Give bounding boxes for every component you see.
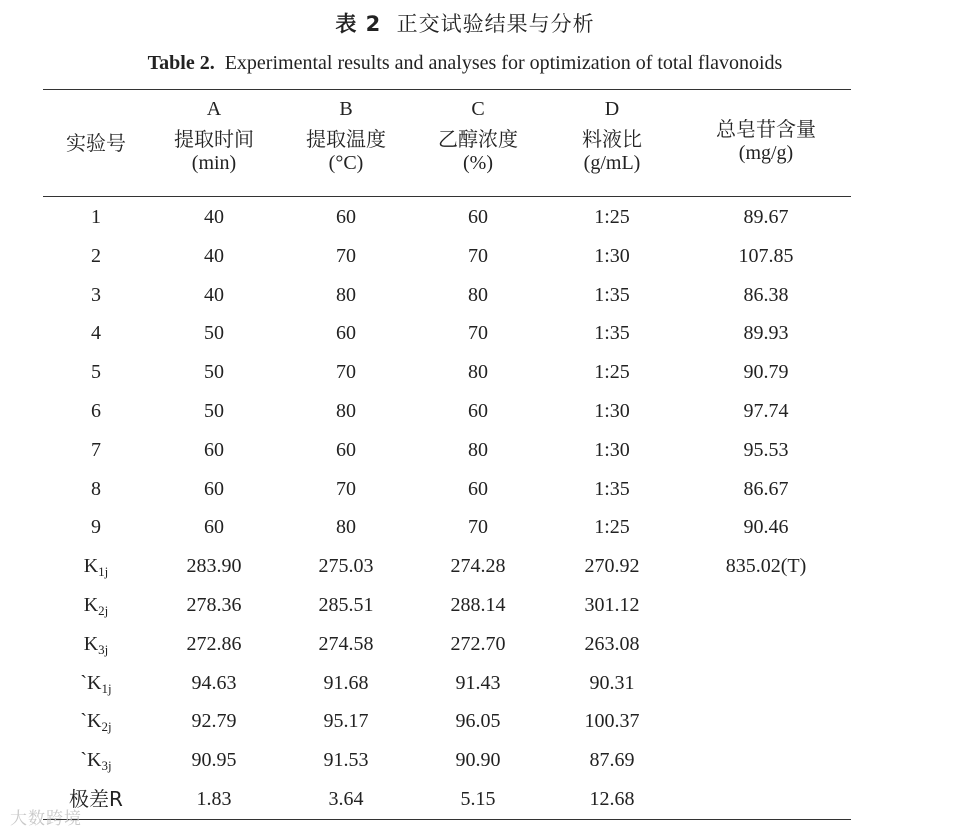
total-value: 835.02(T) [725,555,807,577]
stat-label: 极差R [69,787,123,811]
table-cell: 100.37 [584,710,640,732]
table-cell: 80 [336,516,356,538]
table-cell: 1.83 [196,788,232,810]
table-cell: 40 [204,206,224,228]
table-cell: 5 [91,361,101,383]
header-factor-d: D 料液比 (g/mL) [582,98,642,174]
table-cell: 89.93 [743,322,789,344]
table-cell: 60 [468,400,488,422]
table-cell: 60 [336,322,356,344]
table-cell: 60 [204,478,224,500]
table-cell: 8 [91,478,101,500]
stat-label: $`K_{1j}$ [80,672,112,696]
table-cell: 89.67 [743,206,789,228]
table-cell: 70 [468,322,488,344]
table-cell: 278.36 [186,594,242,616]
table-cell: 1:35 [594,478,630,500]
table-cell: 70 [336,478,356,500]
table-cell: 274.58 [318,633,374,655]
table-cell: 90.79 [743,361,789,383]
table-cell: 90.95 [191,749,237,771]
table-cell: 3.64 [328,788,364,810]
table-cell: 60 [468,478,488,500]
table-number-cn: 表 2 [335,12,382,36]
table-cell: 270.92 [584,555,640,577]
table-title-cn-text: 正交试验结果与分析 [396,12,595,36]
header-total-saponin: 总皂苷含量 (mg/g) [716,117,816,164]
table-cell: 274.28 [450,555,506,577]
watermark: 大数跨境 [10,809,82,829]
table-cell: 301.12 [584,594,640,616]
table-cell: 60 [468,206,488,228]
table-title-chinese [0,8,930,38]
table-cell: 288.14 [450,594,506,616]
table-cell: 90.31 [589,672,635,694]
stat-label: $K_{2j}$ [83,594,109,618]
table-cell: 1 [91,206,101,228]
table-cell: 60 [336,439,356,461]
table-cell: 70 [336,245,356,267]
table-cell: 97.74 [743,400,789,422]
table-cell: 1:30 [594,245,630,267]
table-cell: 1:25 [594,206,630,228]
table-cell: 80 [336,284,356,306]
table-cell: 92.79 [191,710,237,732]
table-cell: 1:25 [594,516,630,538]
table-cell: 50 [204,361,224,383]
table-cell: 90.46 [743,516,789,538]
table-cell: 91.68 [323,672,369,694]
table-cell: 40 [204,284,224,306]
table-cell: 90.90 [455,749,501,771]
table-cell: 70 [468,245,488,267]
stat-label: $K_{3j}$ [83,633,109,657]
table-cell: 86.67 [743,478,789,500]
table-top-rule [43,89,851,90]
table-title-english [0,52,930,75]
table-cell: 87.69 [589,749,635,771]
table-cell: 1:35 [594,322,630,344]
table-cell: 80 [468,361,488,383]
table-header-rule [43,196,851,197]
table-cell: 283.90 [186,555,242,577]
stat-label: $K_{1j}$ [83,555,109,579]
header-factor-c: C 乙醇浓度 (%) [438,98,518,174]
table-cell: 50 [204,400,224,422]
header-factor-a: A 提取时间 (min) [174,98,254,174]
table-cell: 60 [204,516,224,538]
table-number-en: Table 2. [147,52,215,74]
table-cell: 9 [91,516,101,538]
table-cell: 263.08 [584,633,640,655]
table-cell: 91.53 [323,749,369,771]
table-cell: 4 [91,322,101,344]
table-cell: 80 [468,284,488,306]
table-cell: 50 [204,322,224,344]
table-cell: 91.43 [455,672,501,694]
stat-label: $`K_{3j}$ [80,749,112,773]
table-cell: 12.68 [589,788,635,810]
table-cell: 80 [336,400,356,422]
table-title-en-text: Experimental results and analyses for optimization of total flavonoids [224,52,783,74]
table-cell: 1:35 [594,284,630,306]
table-cell: 272.86 [186,633,242,655]
table-cell: 275.03 [318,555,374,577]
table-cell: 107.85 [738,245,794,267]
table-cell: 70 [336,361,356,383]
table-bottom-rule [43,819,851,820]
header-experiment-no: 实验号 [66,131,126,155]
table-cell: 5.15 [460,788,496,810]
table-cell: 6 [91,400,101,422]
table-cell: 3 [91,284,101,306]
table-cell: 80 [468,439,488,461]
table-cell: 1:30 [594,439,630,461]
table-cell: 86.38 [743,284,789,306]
table-cell: 272.70 [450,633,506,655]
table-cell: 70 [468,516,488,538]
table-cell: 40 [204,245,224,267]
table-cell: 1:30 [594,400,630,422]
table-cell: 96.05 [455,710,501,732]
table-cell: 95.17 [323,710,369,732]
header-factor-b: B 提取温度 (°C) [306,98,386,174]
table-cell: 1:25 [594,361,630,383]
stat-label: $`K_{2j}$ [80,710,112,734]
table-cell: 2 [91,245,101,267]
table-cell: 7 [91,439,101,461]
table-cell: 94.63 [191,672,237,694]
table-cell: 285.51 [318,594,374,616]
table-cell: 60 [204,439,224,461]
table-cell: 60 [336,206,356,228]
table-cell: 95.53 [743,439,789,461]
